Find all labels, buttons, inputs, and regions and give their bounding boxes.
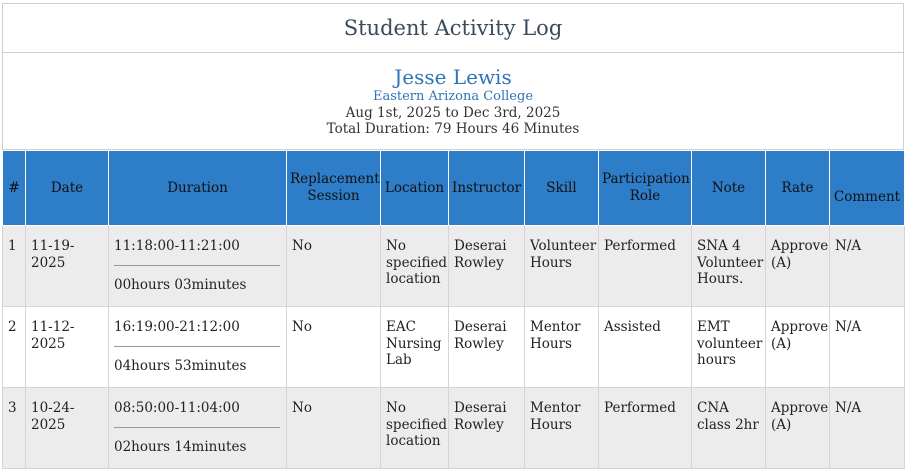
table-header-row	[3, 151, 905, 226]
cell-role: Assisted	[599, 307, 692, 388]
col-header-date: Date	[26, 151, 109, 226]
cell-date: 11-19-2025	[26, 226, 109, 307]
duration-total: 04hours 53minutes	[114, 357, 247, 374]
cell-location: EAC Nursing Lab	[381, 307, 449, 388]
cell-note: CNA class 2hr	[692, 388, 766, 469]
cell-note: EMT volunteer hours	[692, 307, 766, 388]
cell-role: Performed	[599, 388, 692, 469]
title-box	[2, 3, 904, 53]
cell-rate: Approve (A)	[766, 388, 830, 469]
col-header-instructor: Instructor	[449, 151, 525, 226]
cell-skill: Volunteer Hours	[525, 226, 599, 307]
duration-total: 00hours 03minutes	[114, 276, 247, 293]
col-header-comment: Comment	[830, 151, 905, 226]
cell-comment: N/A	[830, 388, 905, 469]
cell-replacement: No	[287, 307, 381, 388]
cell-number: 1	[3, 226, 26, 307]
cell-rate: Approve (A)	[766, 307, 830, 388]
col-header-rate: Rate	[766, 151, 830, 226]
cell-location: No specified location	[381, 388, 449, 469]
cell-date: 11-12-2025	[26, 307, 109, 388]
cell-location: No specified location	[381, 226, 449, 307]
col-header-duration: Duration	[109, 151, 287, 226]
cell-comment: N/A	[830, 226, 905, 307]
cell-number: 2	[3, 307, 26, 388]
col-header-role: Participation Role	[599, 151, 692, 226]
date-range: Aug 1st, 2025 to Dec 3rd, 2025	[345, 105, 561, 121]
col-header-note: Note	[692, 151, 766, 226]
table-row	[3, 307, 905, 388]
col-header-number: #	[3, 151, 26, 226]
time-range: 16:19:00-21:12:00	[114, 319, 280, 347]
col-header-location: Location	[381, 151, 449, 226]
duration-total: 02hours 14minutes	[114, 438, 247, 455]
page-title: Student Activity Log	[343, 16, 563, 40]
cell-comment: N/A	[830, 307, 905, 388]
cell-instructor: Deserai Rowley	[449, 307, 525, 388]
table-row	[3, 388, 905, 469]
cell-replacement: No	[287, 388, 381, 469]
student-info	[2, 53, 904, 150]
cell-instructor: Deserai Rowley	[449, 388, 525, 469]
cell-number: 3	[3, 388, 26, 469]
cell-rate: Approve (A)	[766, 226, 830, 307]
time-range: 11:18:00-11:21:00	[114, 238, 280, 266]
student-name: Jesse Lewis	[394, 65, 512, 89]
college-name: Eastern Arizona College	[372, 89, 534, 104]
activity-log	[2, 3, 904, 469]
cell-duration	[109, 307, 287, 388]
cell-role: Performed	[599, 226, 692, 307]
time-range: 08:50:00-11:04:00	[114, 400, 280, 428]
col-header-skill: Skill	[525, 151, 599, 226]
cell-note: SNA 4 Volunteer Hours.	[692, 226, 766, 307]
total-duration: Total Duration: 79 Hours 46 Minutes	[326, 121, 580, 137]
cell-skill: Mentor Hours	[525, 307, 599, 388]
cell-duration	[109, 226, 287, 307]
cell-duration	[109, 388, 287, 469]
cell-instructor: Deserai Rowley	[449, 226, 525, 307]
activity-table	[2, 150, 905, 469]
table-row	[3, 226, 905, 307]
cell-replacement: No	[287, 226, 381, 307]
cell-date: 10-24-2025	[26, 388, 109, 469]
col-header-replacement: Replacement Session	[287, 151, 381, 226]
cell-skill: Mentor Hours	[525, 388, 599, 469]
